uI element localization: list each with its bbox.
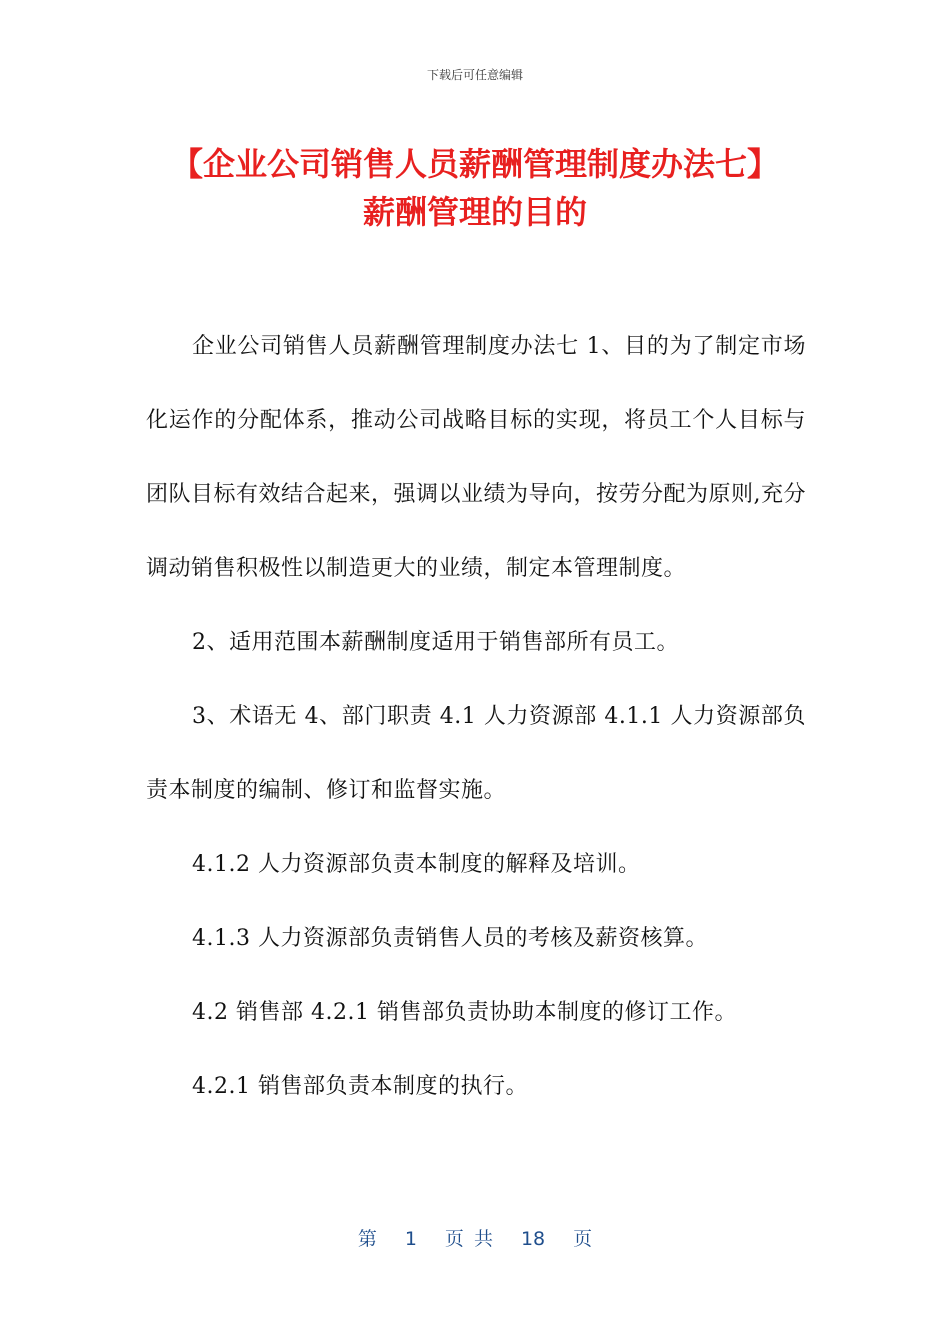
page-footer [0, 1224, 950, 1251]
paragraph-5: 4.1.3 人力资源部负责销售人员的考核及薪资核算。 [192, 926, 708, 951]
paragraph-7: 4.2.1 销售部负责本制度的执行。 [192, 1074, 528, 1099]
document-title [0, 140, 950, 236]
footer-total-pages: 18 [520, 1228, 546, 1250]
footer-page-number: 1 [404, 1228, 417, 1250]
document-body [146, 310, 806, 1124]
paragraph-6: 4.2 销售部 4.2.1 销售部负责协助本制度的修订工作。 [192, 1000, 737, 1025]
footer-suffix: 页 [573, 1228, 593, 1250]
paragraph-3: 3、术语无 4、部门职责 4.1 人力资源部 4.1.1 人力资源部负责本制度的编制、修订和监督实施。 [146, 704, 806, 803]
footer-middle: 页 共 [444, 1228, 493, 1250]
paragraph-2: 2、适用范围本薪酬制度适用于销售部所有员工。 [192, 630, 679, 655]
paragraph-1: 企业公司销售人员薪酬管理制度办法七 1、目的为了制定市场化运作的分配体系，推动公司战略目标的实现，将员工个人目标与团队目标有效结合起来，强调以业绩为导向，按劳分配为原则,充分调动销售积极性以制造更大的业绩，制定本管理制度。 [146, 334, 806, 581]
footer-prefix: 第 [357, 1228, 377, 1250]
paragraph-4: 4.1.2 人力资源部负责本制度的解释及培训。 [192, 852, 641, 877]
title-line-2: 薪酬管理的目的 [362, 193, 587, 231]
header-note: 下载后可任意编辑 [426, 68, 523, 82]
title-line-1: 【企业公司销售人员薪酬管理制度办法七】 [170, 145, 779, 183]
